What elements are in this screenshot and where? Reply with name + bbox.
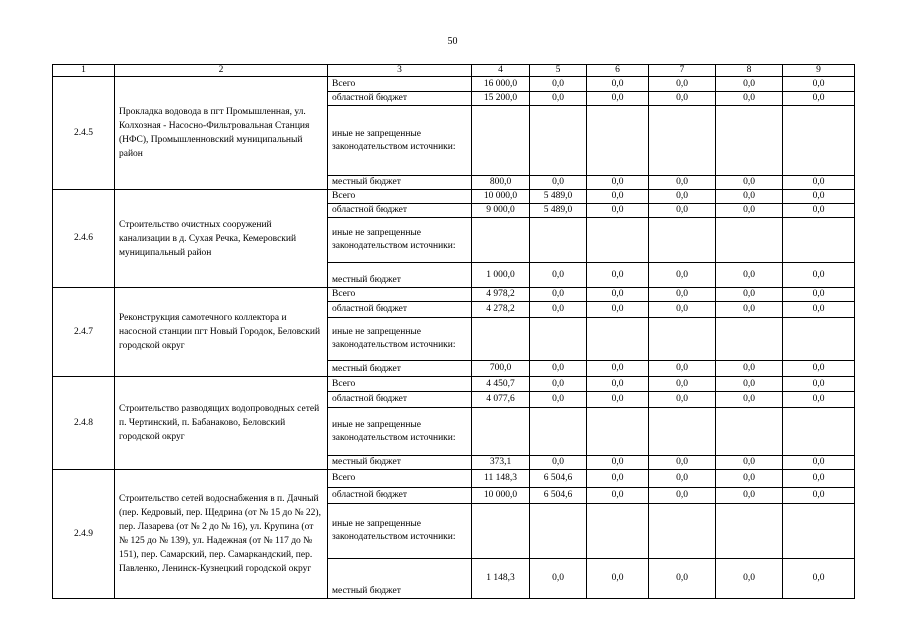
empty-cell [587,106,649,176]
project-name: Реконструкция самотечного коллектора и насосной станции пгт Новый Городок, Беловский городской округ [115,288,328,377]
project-code: 2.4.5 [53,77,115,190]
funding-source: Всего [328,190,472,204]
value-cell: 0,0 [649,288,716,302]
value-cell: 0,0 [716,92,783,106]
value-cell: 0,0 [530,559,587,599]
value-cell: 373,1 [472,456,530,470]
funding-source: местный бюджет [328,361,472,377]
empty-cell [783,504,855,559]
value-cell: 0,0 [783,92,855,106]
empty-cell [530,504,587,559]
funding-source: областной бюджет [328,92,472,106]
value-cell: 4 978,2 [472,288,530,302]
value-cell: 0,0 [649,559,716,599]
value-cell: 0,0 [587,559,649,599]
value-cell: 0,0 [716,377,783,392]
value-cell: 0,0 [783,263,855,288]
empty-cell [472,106,530,176]
value-cell: 0,0 [716,77,783,92]
funding-source: областной бюджет [328,204,472,218]
value-cell: 0,0 [649,302,716,318]
empty-cell [530,318,587,361]
value-cell: 5 489,0 [530,204,587,218]
empty-cell [649,218,716,263]
column-header: 1 [53,65,115,77]
value-cell: 1 148,3 [472,559,530,599]
value-cell: 0,0 [716,470,783,488]
empty-cell [649,408,716,456]
page-number: 50 [447,36,458,47]
value-cell: 0,0 [649,77,716,92]
empty-cell [783,106,855,176]
value-cell: 0,0 [530,302,587,318]
value-cell: 0,0 [716,176,783,190]
value-cell: 0,0 [530,263,587,288]
value-cell: 0,0 [587,302,649,318]
value-cell: 0,0 [587,190,649,204]
column-header: 9 [783,65,855,77]
value-cell: 0,0 [783,377,855,392]
project-code: 2.4.7 [53,288,115,377]
value-cell: 0,0 [716,288,783,302]
empty-cell [783,408,855,456]
value-cell: 0,0 [783,470,855,488]
value-cell: 0,0 [716,204,783,218]
value-cell: 0,0 [587,288,649,302]
value-cell: 9 000,0 [472,204,530,218]
header-row [53,65,855,77]
value-cell: 0,0 [649,377,716,392]
value-cell: 0,0 [587,77,649,92]
table-row [53,470,855,488]
value-cell: 0,0 [587,176,649,190]
funding-source: Всего [328,288,472,302]
empty-cell [716,504,783,559]
value-cell: 0,0 [530,392,587,408]
value-cell: 4 077,6 [472,392,530,408]
value-cell: 6 504,6 [530,488,587,504]
project-code: 2.4.9 [53,470,115,599]
value-cell: 0,0 [783,204,855,218]
value-cell: 0,0 [587,392,649,408]
value-cell: 0,0 [587,456,649,470]
column-header: 2 [115,65,328,77]
empty-cell [716,218,783,263]
value-cell: 0,0 [530,456,587,470]
funding-source: иные не запрещенные законодательством источники: [328,318,472,361]
funding-source: иные не запрещенные законодательством источники: [328,504,472,559]
value-cell: 0,0 [716,559,783,599]
value-cell: 11 148,3 [472,470,530,488]
funding-source: областной бюджет [328,302,472,318]
funding-source: местный бюджет [328,456,472,470]
value-cell: 0,0 [783,302,855,318]
empty-cell [783,318,855,361]
column-header: 7 [649,65,716,77]
funding-source: областной бюджет [328,488,472,504]
value-cell: 0,0 [530,288,587,302]
funding-source: иные не запрещенные законодательством источники: [328,408,472,456]
value-cell: 0,0 [587,263,649,288]
funding-source: иные не запрещенные законодательством источники: [328,218,472,263]
value-cell: 6 504,6 [530,470,587,488]
funding-source: Всего [328,77,472,92]
table-row [53,288,855,302]
empty-cell [649,106,716,176]
value-cell: 1 000,0 [472,263,530,288]
value-cell: 4 450,7 [472,377,530,392]
funding-source: Всего [328,377,472,392]
value-cell: 0,0 [649,456,716,470]
value-cell: 0,0 [649,392,716,408]
value-cell: 0,0 [716,361,783,377]
funding-source: Всего [328,470,472,488]
value-cell: 0,0 [649,488,716,504]
value-cell: 0,0 [587,470,649,488]
value-cell: 5 489,0 [530,190,587,204]
empty-cell [530,218,587,263]
empty-cell [587,408,649,456]
value-cell: 0,0 [587,92,649,106]
empty-cell [530,106,587,176]
funding-source: местный бюджет [328,263,472,288]
project-name: Строительство разводящих водопроводных сетей п. Чертинский, п. Бабанаково, Беловский городской округ [115,377,328,470]
table-row [53,377,855,392]
value-cell: 0,0 [649,263,716,288]
empty-cell [472,218,530,263]
funding-source: иные не запрещенные законодательством источники: [328,106,472,176]
value-cell: 800,0 [472,176,530,190]
project-code: 2.4.6 [53,190,115,288]
value-cell: 0,0 [783,361,855,377]
empty-cell [716,408,783,456]
empty-cell [472,318,530,361]
value-cell: 0,0 [587,377,649,392]
value-cell: 10 000,0 [472,488,530,504]
project-name: Строительство очистных сооружений канализации в д. Сухая Речка, Кемеровский муниципальный район [115,190,328,288]
value-cell: 0,0 [716,302,783,318]
empty-cell [716,106,783,176]
column-header: 6 [587,65,649,77]
value-cell: 0,0 [716,488,783,504]
value-cell: 0,0 [649,190,716,204]
value-cell: 0,0 [649,176,716,190]
project-code: 2.4.8 [53,377,115,470]
column-header: 4 [472,65,530,77]
column-header: 8 [716,65,783,77]
value-cell: 0,0 [783,559,855,599]
value-cell: 0,0 [783,392,855,408]
value-cell: 0,0 [716,392,783,408]
value-cell: 15 200,0 [472,92,530,106]
table-row [53,190,855,204]
value-cell: 16 000,0 [472,77,530,92]
empty-cell [472,408,530,456]
value-cell: 0,0 [716,456,783,470]
value-cell: 0,0 [530,176,587,190]
value-cell: 0,0 [649,361,716,377]
column-header: 5 [530,65,587,77]
empty-cell [587,504,649,559]
funding-source: местный бюджет [328,176,472,190]
value-cell: 0,0 [783,77,855,92]
value-cell: 0,0 [783,288,855,302]
funding-source: областной бюджет [328,392,472,408]
project-name: Прокладка водовода в пгт Промышленная, ул. Колхозная - Насосно-Фильтровальная Станция (НФС), Промышленновский муниципальный район [115,77,328,190]
project-name: Строительство сетей водоснабжения в п. Дачный (пер. Кедровый, пер. Щедрина (от № 15 до № 22), пер. Лазарева (от № 2 до № 16), ул. Крупина (от № 125 до № 139), ул. Надежная (от № 117 до № 151), пер. Самарский, пер. Самаркандский, пер. Павленко, Ленинск-Кузнецкий городской округ [115,470,328,599]
value-cell: 4 278,2 [472,302,530,318]
empty-cell [530,408,587,456]
value-cell: 0,0 [716,190,783,204]
value-cell: 0,0 [649,470,716,488]
empty-cell [587,318,649,361]
empty-cell [716,318,783,361]
empty-cell [649,318,716,361]
table-row [53,77,855,92]
value-cell: 0,0 [783,488,855,504]
empty-cell [649,504,716,559]
value-cell: 0,0 [530,377,587,392]
value-cell: 0,0 [587,204,649,218]
value-cell: 0,0 [783,176,855,190]
empty-cell [587,218,649,263]
value-cell: 0,0 [783,190,855,204]
empty-cell [472,504,530,559]
funding-source: местный бюджет [328,559,472,599]
budget-table [52,64,855,599]
value-cell: 10 000,0 [472,190,530,204]
empty-cell [783,218,855,263]
value-cell: 0,0 [587,361,649,377]
value-cell: 0,0 [649,92,716,106]
column-header: 3 [328,65,472,77]
value-cell: 0,0 [530,92,587,106]
value-cell: 0,0 [530,77,587,92]
value-cell: 700,0 [472,361,530,377]
value-cell: 0,0 [716,263,783,288]
value-cell: 0,0 [530,361,587,377]
value-cell: 0,0 [783,456,855,470]
value-cell: 0,0 [649,204,716,218]
value-cell: 0,0 [587,488,649,504]
